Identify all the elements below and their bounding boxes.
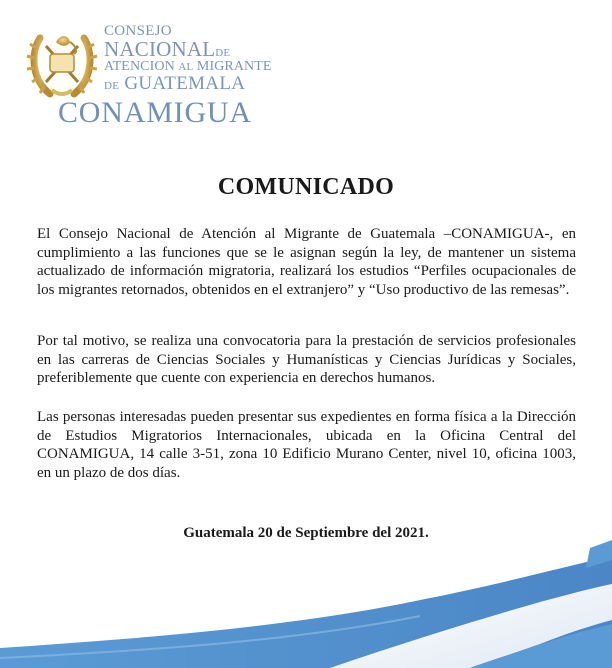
- org-line3-end: MIGRANTE: [196, 59, 272, 74]
- paragraph-2: Por tal motivo, se realiza una convocatoria para la prestación de servicios profesionales en las carreras de Ciencias Sociales y Humanísticas y Ciencias Jurídicas y Sociales, preferiblemente que cuente con experiencia en derechos humanos.: [37, 333, 576, 387]
- org-line3-main: ATENCION: [104, 59, 175, 74]
- letterhead: [26, 20, 326, 130]
- org-line3-small: AL: [178, 61, 194, 73]
- org-name-line-4: [104, 74, 272, 93]
- guatemala-coat-of-arms-icon: [26, 24, 98, 102]
- org-name-line-1: CONSEJO: [104, 23, 172, 39]
- paragraph-3: Las personas interesadas pueden presentar sus expedientes en forma física a la Dirección de Estudios Migratorios Internacionales, ubicada en la Oficina Central del CONAMIGUA, 14 calle 3-51, zona 10 Edificio Murano Center, nivel 10, oficina 1003, en un plazo de dos días.: [37, 409, 576, 482]
- date-line: Guatemala 20 de Septiembre del 2021.: [183, 525, 429, 541]
- document-title: COMUNICADO: [217, 174, 395, 200]
- organization-name: [104, 24, 272, 93]
- organization-acronym: CONAMIGUA: [58, 96, 252, 129]
- org-line2-small: DE: [215, 47, 231, 59]
- org-line4-small: DE: [104, 80, 120, 92]
- org-name-line-2: [104, 39, 272, 60]
- org-name-line-3: [104, 60, 272, 74]
- org-line4-main: GUATEMALA: [124, 73, 246, 94]
- guatemala-flag-ribbon-icon: [0, 540, 612, 668]
- paragraph-1: El Consejo Nacional de Atención al Migrante de Guatemala –CONAMIGUA-, en cumplimiento a las funciones que se le asignan según la ley, de mantener un sistema actualizado de información migratoria, realizará los estudios “Perfiles ocupacionales de los migrantes retornados, obtenidos en el extranjero” y “Uso productivo de las remesas”.: [37, 226, 576, 299]
- org-line2-main: NACIONAL: [104, 37, 216, 61]
